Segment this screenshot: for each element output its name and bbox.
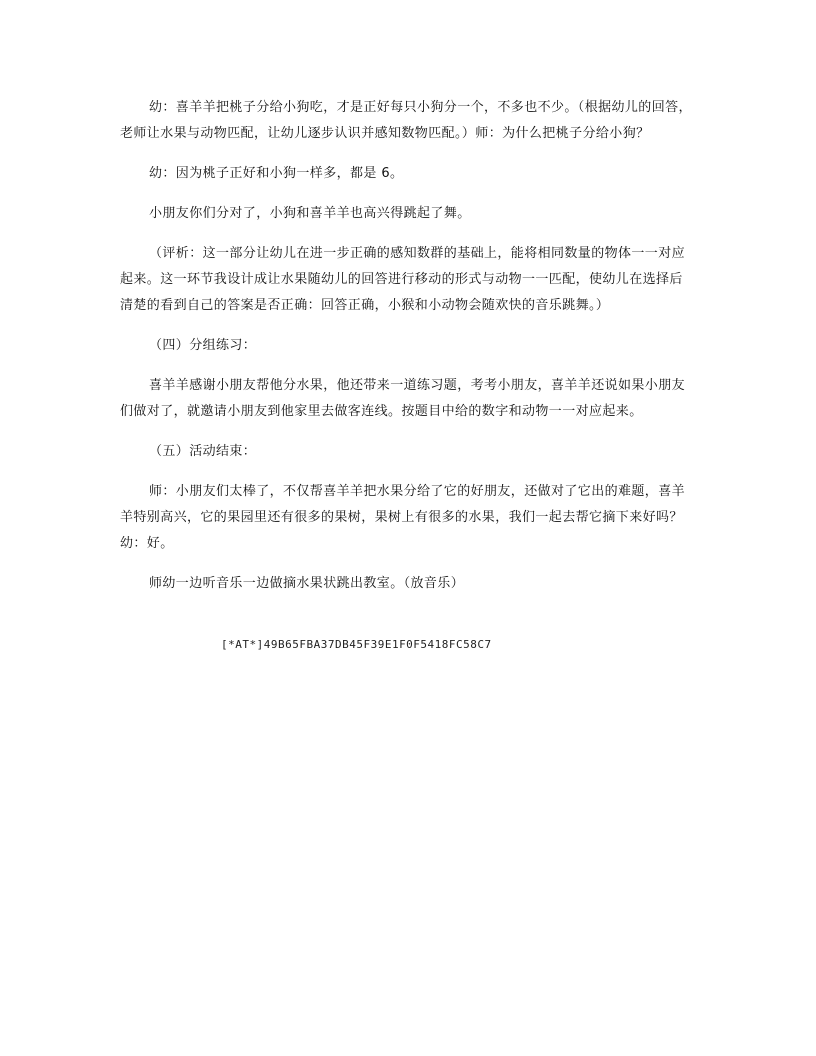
section-heading-4: （四）分组练习：: [149, 338, 257, 353]
document-code-line: [*AT*]49B65FBA37DB45F39E1F0F5418FC58C7: [221, 638, 492, 651]
paragraph-8: 师：小朋友们太棒了，不仅帮喜羊羊把水果分给了它的好朋友，还做对了它出的难题，喜羊羊特别高兴，它的果园里还有很多的果树，果树上有很多的水果，我们一起去帮它摘下来好吗？幼：好。: [120, 484, 686, 551]
paragraph-9: 师幼一边听音乐一边做摘水果状跳出教室。（放音乐）: [149, 576, 465, 591]
paragraph-4: （评析：这一部分让幼儿在进一步正确的感知数群的基础上，能将相同数量的物体一一对应起来。这一环节我设计成让水果随幼儿的回答进行移动的形式与动物一一匹配，使幼儿在选择后清楚的看到自己的答案是否正确：回答正确，小猴和小动物会随欢快的音乐跳舞。）: [120, 246, 686, 313]
document-body: [120, 95, 696, 611]
paragraph-2: 幼：因为桃子正好和小狗一样多，都是 6。: [149, 166, 404, 181]
paragraph-3: 小朋友你们分对了，小狗和喜羊羊也高兴得跳起了舞。: [149, 206, 471, 221]
paragraph-6: 喜羊羊感谢小朋友帮他分水果，他还带来一道练习题，考考小朋友，喜羊羊还说如果小朋友们做对了，就邀请小朋友到他家里去做客连线。按题目中给的数字和动物一一对应起来。: [120, 378, 686, 419]
paragraph-1: 幼：喜羊羊把桃子分给小狗吃，才是正好每只小狗分一个，不多也不少。（根据幼儿的回答，老师让水果与动物匹配，让幼儿逐步认识并感知数物匹配。）师：为什么把桃子分给小狗？: [120, 100, 692, 141]
section-heading-5: （五）活动结束：: [149, 444, 257, 459]
